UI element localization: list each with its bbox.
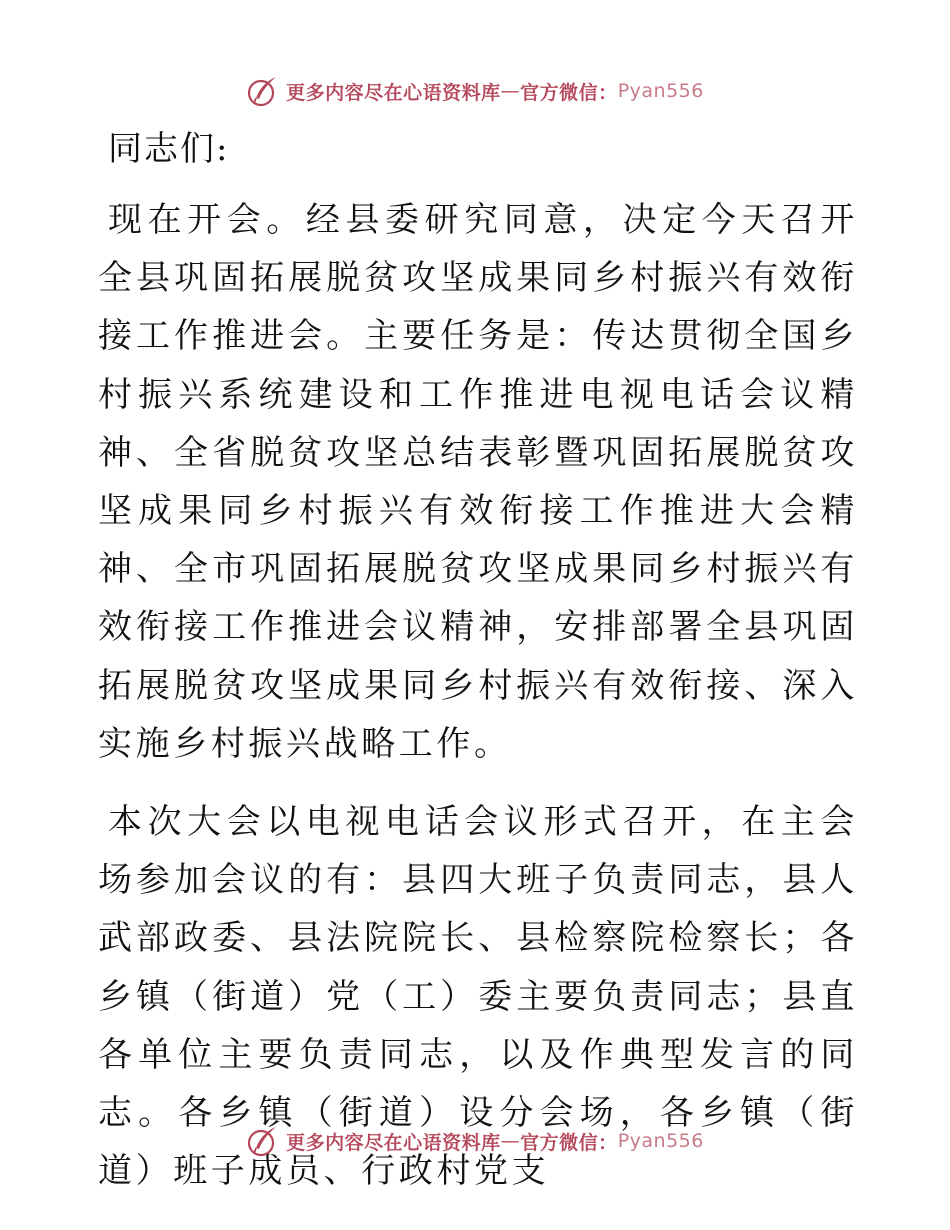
watermark-separator: — [500, 80, 521, 102]
quill-logo-icon [246, 74, 280, 108]
watermark-main-text: 更多内容尽在心语资料库 [286, 81, 501, 104]
watermark-header [0, 71, 950, 111]
paragraph-attendees: 本次大会以电视电话会议形式召开，在主会场参加会议的有：县四大班子负责同志，县人武部政委、县法院院长、县检察院检察长；各乡镇（街道）党（工）委主要负责同志；县直各单位主要负责同志，以及作典型发言的同志。各乡镇（街道）设分会场，各乡镇（街道）班子成员、行政村党支 [98, 802, 858, 1192]
watermark-official-label: 官方微信： [520, 81, 618, 104]
salutation: 同志们: [108, 129, 230, 169]
watermark-separator: — [500, 1130, 521, 1152]
document-body [98, 122, 858, 1200]
watermark-official-label: 官方微信： [520, 1131, 618, 1154]
watermark-footer [0, 1121, 950, 1161]
watermark-main-text: 更多内容尽在心语资料库 [286, 1131, 501, 1154]
watermark-wechat-id: Pyan556 [617, 1130, 704, 1152]
quill-logo-icon [246, 1124, 280, 1158]
paragraph-opening: 现在开会。经县委研究同意，决定今天召开全县巩固拓展脱贫攻坚成果同乡村振兴有效衔接工作推进会。主要任务是：传达贯彻全国乡村振兴系统建设和工作推进电视电话会议精神、全省脱贫攻坚总结表彰暨巩固拓展脱贫攻坚成果同乡村振兴有效衔接工作推进大会精神、全市巩固拓展脱贫攻坚成果同乡村振兴有效衔接工作推进会议精神，安排部署全县巩固拓展脱贫攻坚成果同乡村振兴有效衔接、深入实施乡村振兴战略工作。 [98, 200, 858, 764]
watermark-wechat-id: Pyan556 [617, 80, 704, 102]
